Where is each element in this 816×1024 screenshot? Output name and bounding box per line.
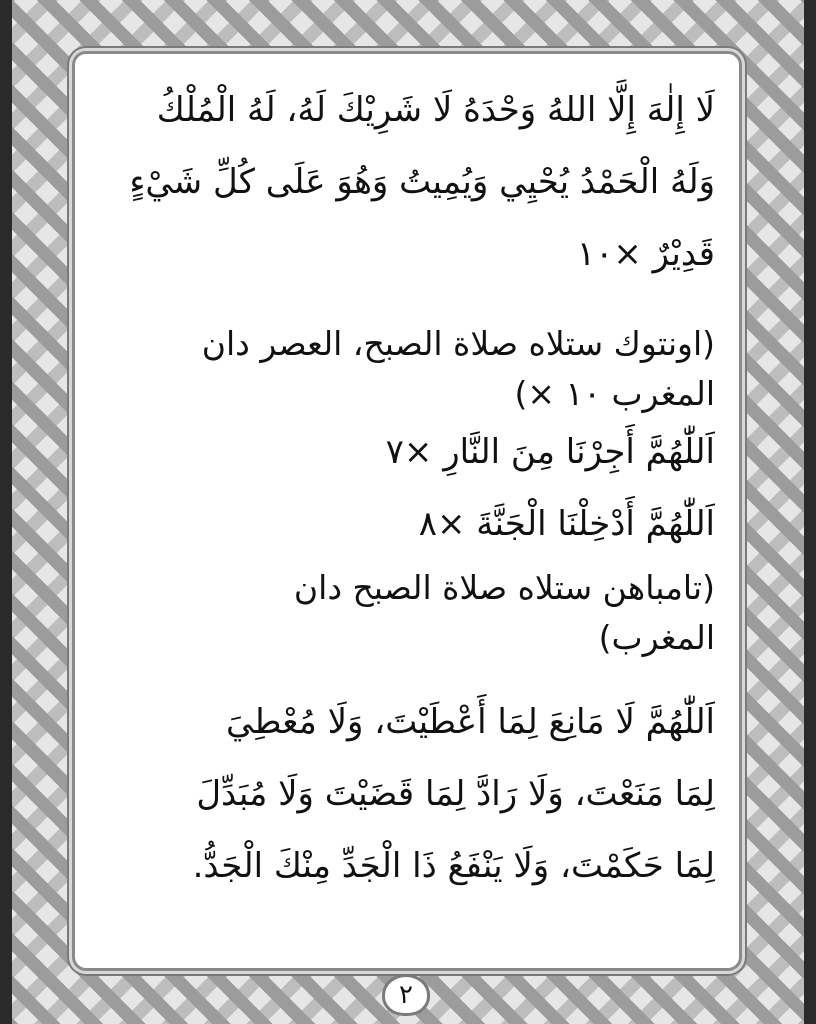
right-edge-shadow <box>804 0 816 1024</box>
page-number-badge: ٢ <box>382 974 430 1016</box>
dua-line-8: لِمَا حَكَمْتَ، وَلَا يَنْفَعُ ذَا الْجَدِّ مِنْكَ الْجَدُّ. <box>192 846 715 886</box>
dua-line-2: وَلَهُ الْحَمْدُ يُحْيِي وَيُمِيتُ وَهُوَ عَلَى كُلِّ شَيْءٍ <box>129 162 715 202</box>
page-frame <box>72 51 742 971</box>
spacer <box>99 290 715 316</box>
instruction-line-2: المغرب ١٠ ×) <box>514 374 715 413</box>
dua-line-6: اَللّٰهُمَّ لَا مَانِعَ لِمَا أَعْطَيْتَ، وَلَا مُعْطِيَ <box>226 702 715 742</box>
page-content <box>99 74 715 948</box>
instruction-line-1: (اونتوك ستلاه صلاة الصبح، العصر دان <box>201 324 715 363</box>
dua-line-4: اَللّٰهُمَّ أَجِرْنَا مِنَ النَّارِ ×٧ <box>385 432 715 472</box>
dua-line-3: قَدِيْرٌ ×١٠ <box>576 234 715 274</box>
spacer <box>99 660 715 686</box>
left-edge-shadow <box>0 0 12 1024</box>
instruction-line-4: المغرب) <box>598 618 715 657</box>
dua-line-1: لَا إِلٰهَ إِلَّا اللهُ وَحْدَهُ لَا شَرِيْكَ لَهُ، لَهُ الْمُلْكُ <box>156 90 715 130</box>
dua-line-5: اَللّٰهُمَّ أَدْخِلْنَا الْجَنَّةَ ×٨ <box>418 504 715 544</box>
dua-line-7: لِمَا مَنَعْتَ، وَلَا رَادَّ لِمَا قَضَيْتَ وَلَا مُبَدِّلَ <box>196 774 715 814</box>
instruction-line-3: (تامباهن ستلاه صلاة الصبح دان <box>293 568 715 607</box>
